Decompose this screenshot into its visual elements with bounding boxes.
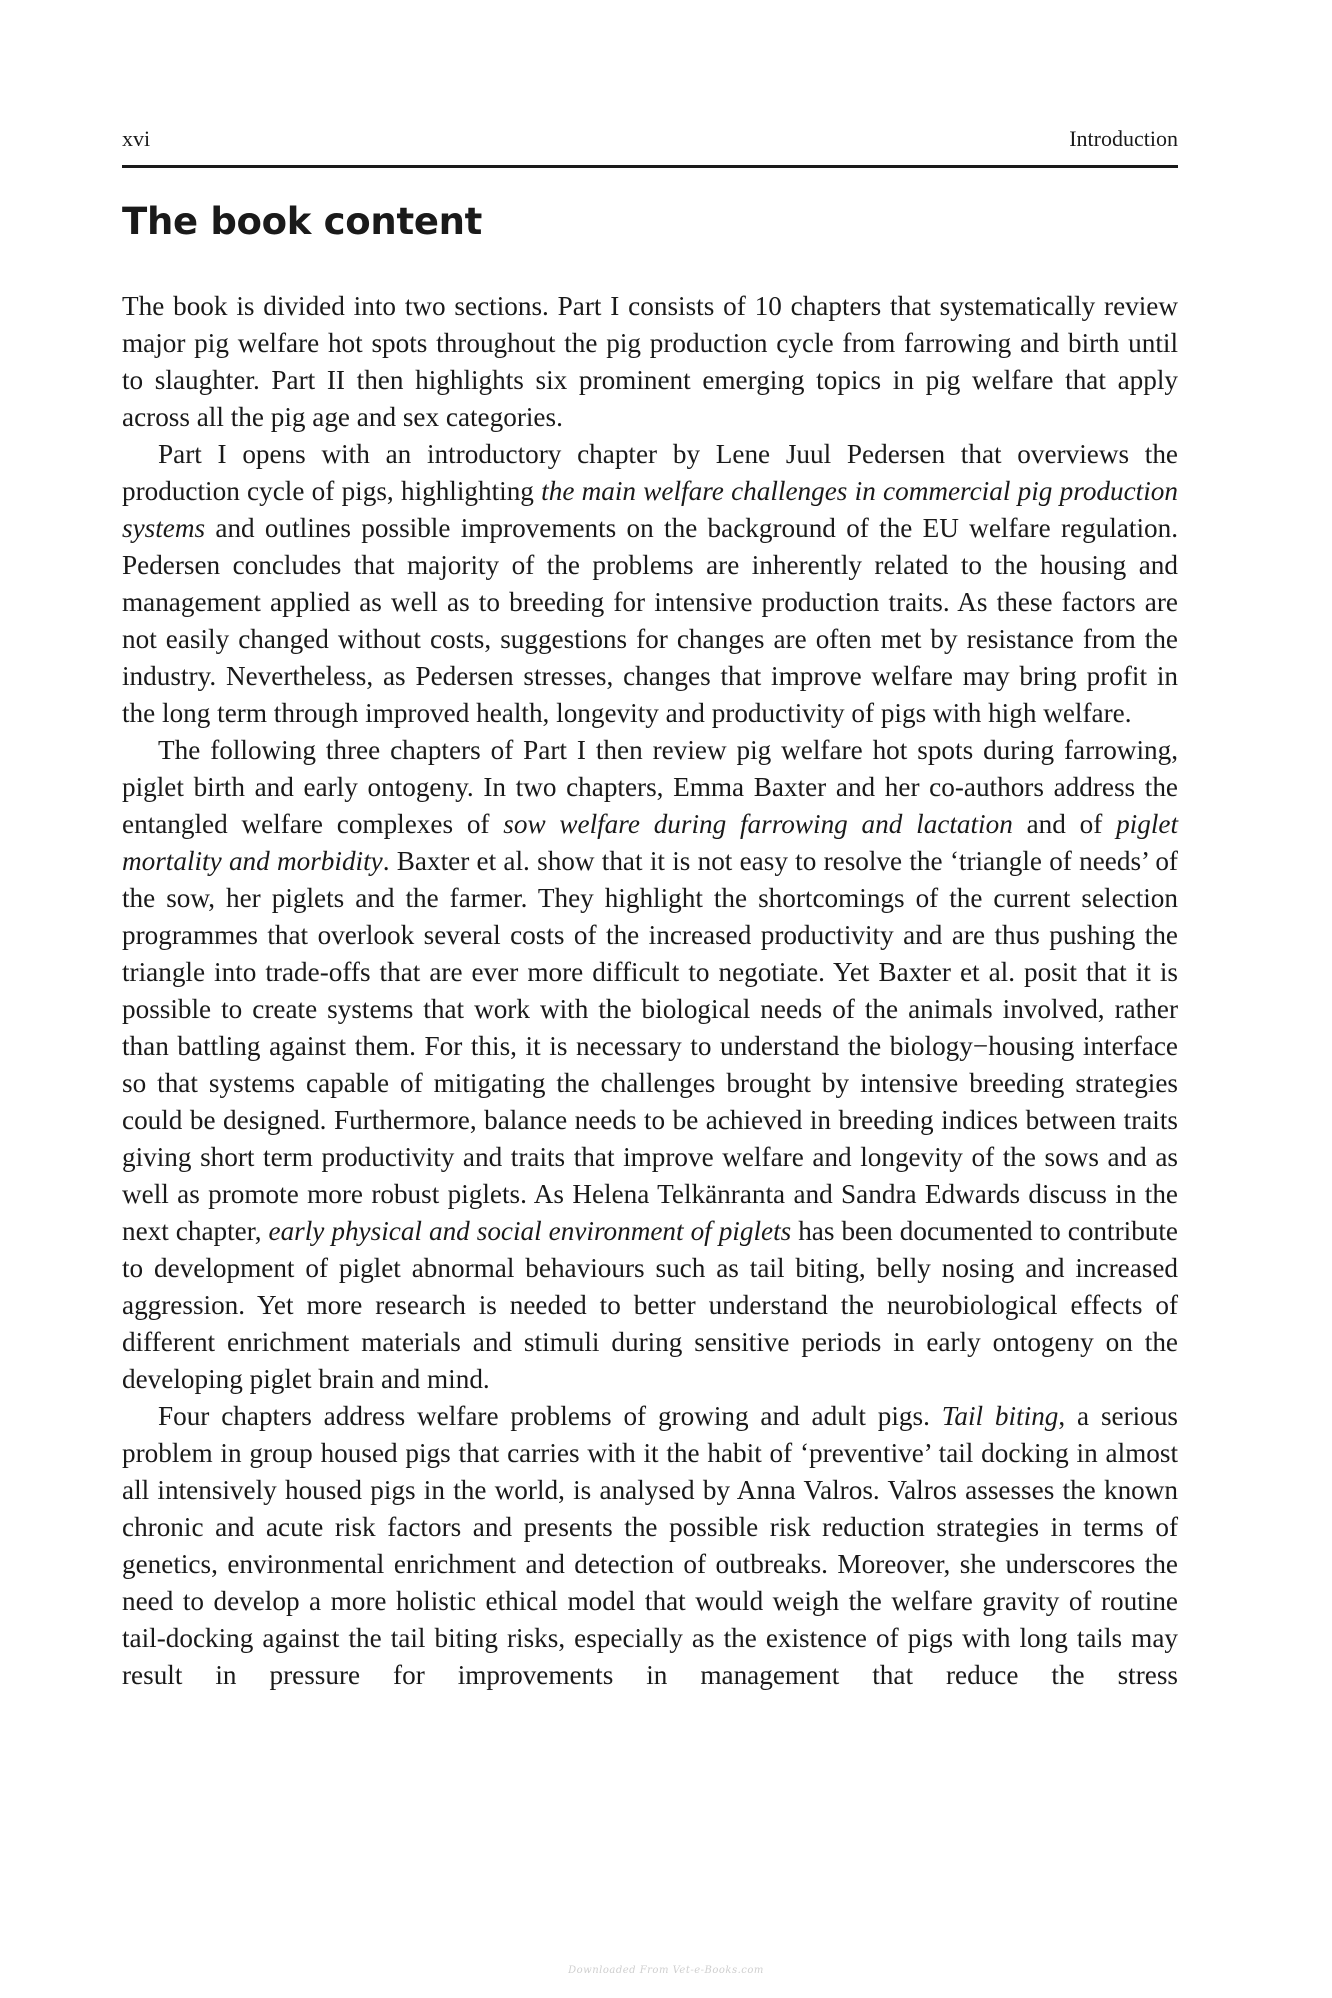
- document-page: [122, 0, 1178, 1998]
- running-section-title: Introduction: [1069, 126, 1178, 151]
- text-run: and outlines possible improvements on the background of the EU welfare regulation. Pedersen concludes that majority of the problems are inherently related to the housing and management applied as well as to breeding for intensive production traits. As these factors are not easily changed without costs, suggestions for changes are often met by resistance from the industry. Nevertheless, as Pedersen stresses, changes that improve welfare may bring profit in the long term through improved health, longevity and productivity of pigs with high welfare.: [122, 513, 1178, 728]
- text-run: . Baxter et al. show that it is not easy to resolve the ‘triangle of needs’ of the sow, her piglets and the farmer. They highlight the shortcomings of the current selection programmes that overlook several costs of the increased productivity and are thus pushing the triangle into trade-offs that are ever more difficult to negotiate. Yet Baxter et al. posit that it is possible to create systems that work with the biological needs of the animals involved, rather than battling against them. For this, it is necessary to understand the biology−housing interface so that systems capable of mitigating the challenges brought by intensive breeding strategies could be designed. Furthermore, balance needs to be achieved in breeding indices between traits giving short term productivity and traits that improve welfare and longevity of the sows and as well as promote more robust piglets. As Helena Telkänranta and Sandra Edwards discuss in the next chapter,: [122, 846, 1178, 1246]
- text-run: and of: [1012, 809, 1117, 839]
- text-run: The book is divided into two sections. Part I consists of 10 chapters that systematically review major pig welfare hot spots throughout the pig production cycle from farrowing and birth until to slaughter. Part II then highlights six prominent emerging topics in pig welfare that apply across all the pig age and sex categories.: [122, 291, 1178, 432]
- text-run: Part I opens with an introductory chapter by Lene Juul Pedersen that overviews the production cycle of pigs, highlighting: [122, 439, 1178, 506]
- italic-phrase: the main welfare challenges in commercial pig production systems: [122, 476, 1178, 543]
- italic-phrase: Tail biting: [941, 1401, 1059, 1431]
- paragraph-1: [122, 288, 1178, 436]
- text-run: has been documented to contribute to development of piglet abnormal behaviours such as tail biting, belly nosing and increased aggression. Yet more research is needed to better understand the neurobiological effects of different enrichment materials and stimuli during sensitive periods in early ontogeny on the developing piglet brain and mind.: [122, 1216, 1178, 1394]
- italic-phrase: early physical and social environment of piglets: [268, 1216, 792, 1246]
- text-run: , a serious problem in group housed pigs that carries with it the habit of ‘preventive’ tail docking in almost all intensively housed pigs in the world, is analysed by Anna Valros. Valros assesses the known chronic and acute risk factors and presents the possible risk reduction strategies in terms of genetics, environmental enrichment and detection of outbreaks. Moreover, she underscores the need to develop a more holistic ethical model that would weigh the welfare gravity of routine tail-docking against the tail biting risks, especially as the existence of pigs with long tails may result in pressure for improvements in management that reduce the stress: [122, 1401, 1178, 1690]
- text-run: The following three chapters of Part I then review pig welfare hot spots during farrowing, piglet birth and early ontogeny. In two chapters, Emma Baxter and her co-authors address the entangled welfare complexes of: [122, 735, 1178, 839]
- section-heading: The book content: [122, 200, 483, 243]
- paragraph-3: [122, 732, 1178, 1398]
- body-text: [122, 288, 1178, 1694]
- paragraph-2: [122, 436, 1178, 732]
- watermark: Downloaded From Vet-e-Books.com: [568, 1965, 764, 1976]
- italic-phrase: piglet mortality and morbidity: [122, 809, 1178, 876]
- text-run: Four chapters address welfare problems of growing and adult pigs.: [158, 1401, 942, 1431]
- header-rule: [122, 165, 1178, 168]
- paragraph-4: [122, 1398, 1178, 1694]
- italic-phrase: sow welfare during farrowing and lactation: [503, 809, 1013, 839]
- page-number: xvi: [122, 126, 151, 151]
- running-head: [122, 124, 1178, 154]
